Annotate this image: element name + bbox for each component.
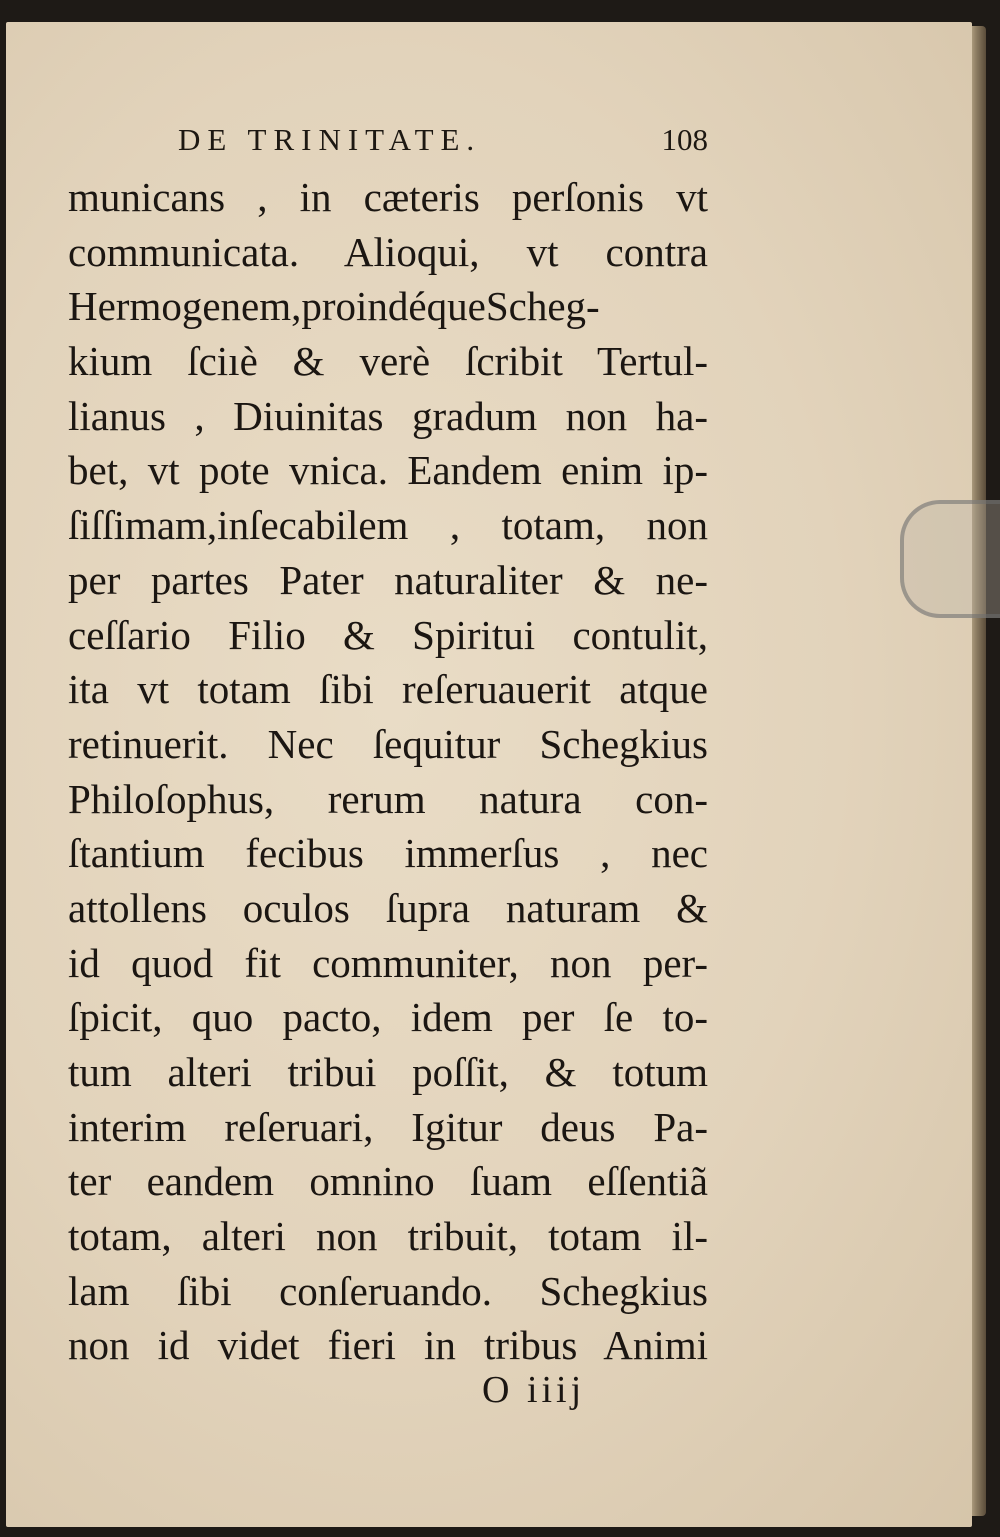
text-line: per partes Pater naturaliter & ne- bbox=[68, 556, 708, 603]
text-line: municans , in cæteris perſonis vt bbox=[68, 174, 708, 220]
signature-mark: O iiij bbox=[482, 1369, 586, 1411]
text-line: id quod fit communiter, non per- bbox=[68, 939, 708, 986]
text-line: retinuerit. Nec ſequitur Schegkius bbox=[68, 720, 708, 767]
text-line: ceſſario Filio & Spiritui contulit, bbox=[68, 611, 708, 658]
running-head bbox=[178, 122, 708, 166]
body-text bbox=[68, 170, 708, 1373]
paper-clip-shadow bbox=[900, 500, 1000, 618]
text-line: ſiſſimam,inſecabilem , totam, non bbox=[68, 502, 708, 549]
text-line: kium ſciıè & verè ſcribit Tertul- bbox=[68, 338, 708, 385]
text-line: Philoſophus, rerum natura con- bbox=[68, 775, 708, 822]
text-line: totam, alteri non tribuit, totam il- bbox=[68, 1213, 708, 1260]
text-line: ſtantium fecibus immerſus , nec bbox=[68, 830, 708, 877]
text-line: attollens oculos ſupra naturam & bbox=[68, 884, 708, 931]
page-number: 108 bbox=[661, 122, 708, 157]
text-line: bet, vt pote vnica. Eandem enim ip- bbox=[68, 447, 708, 494]
text-line: lam ſibi conſeruando. Schegkius bbox=[68, 1267, 708, 1314]
text-line: communicata. Alioqui, vt contra bbox=[68, 228, 708, 275]
text-line: ter eandem omnino ſuam eſſentiã bbox=[68, 1158, 708, 1205]
text-line: tum alteri tribui poſſit, & totum bbox=[68, 1049, 708, 1095]
text-line: non id videt fieri in tribus Animi bbox=[68, 1322, 708, 1369]
book-page bbox=[6, 22, 972, 1527]
text-line: lianus , Diuinitas gradum non ha- bbox=[68, 392, 708, 439]
text-line: Hermogenem,proindéqueScheg- bbox=[68, 283, 600, 330]
page-edge bbox=[970, 26, 986, 1516]
text-line: interim reſeruari, Igitur deus Pa- bbox=[68, 1103, 708, 1150]
running-head-title: DE TRINITATE. bbox=[178, 122, 482, 157]
text-line: ita vt totam ſibi reſeruauerit atque bbox=[68, 666, 708, 713]
text-line: ſpicit, quo pacto, idem per ſe to- bbox=[68, 994, 708, 1041]
